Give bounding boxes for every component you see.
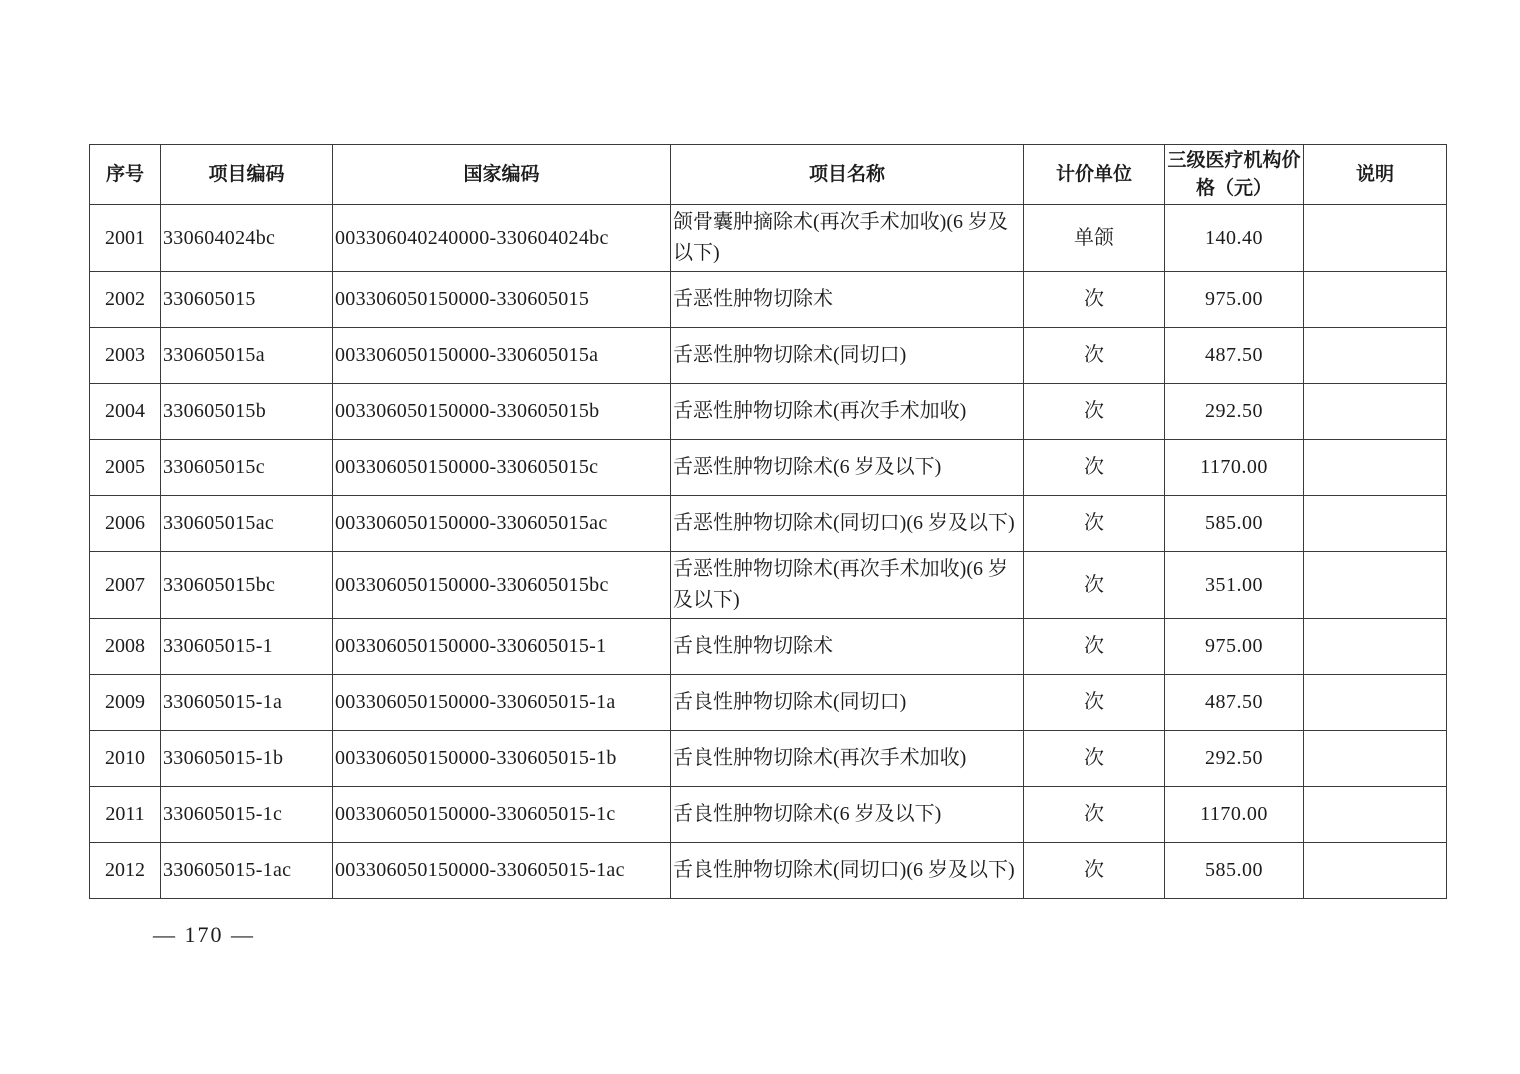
cell-unit: 次 [1024, 272, 1165, 328]
cell-item-name: 舌良性肿物切除术 [671, 619, 1024, 675]
cell-item-name: 舌良性肿物切除术(同切口)(6 岁及以下) [671, 843, 1024, 899]
cell-national-code: 003306050150000-330605015a [333, 328, 671, 384]
col-header-note: 说明 [1304, 145, 1447, 205]
cell-note [1304, 731, 1447, 787]
cell-seq: 2011 [90, 787, 161, 843]
cell-note [1304, 619, 1447, 675]
cell-seq: 2006 [90, 496, 161, 552]
cell-note [1304, 272, 1447, 328]
cell-national-code: 003306050150000-330605015c [333, 440, 671, 496]
table-row [90, 440, 1447, 496]
table-row [90, 731, 1447, 787]
cell-price: 1170.00 [1165, 787, 1304, 843]
cell-unit: 次 [1024, 675, 1165, 731]
cell-unit: 次 [1024, 619, 1165, 675]
cell-price: 487.50 [1165, 328, 1304, 384]
cell-seq: 2008 [90, 619, 161, 675]
cell-national-code: 003306040240000-330604024bc [333, 205, 671, 272]
table-row [90, 496, 1447, 552]
cell-price: 351.00 [1165, 552, 1304, 619]
cell-seq: 2010 [90, 731, 161, 787]
cell-price: 487.50 [1165, 675, 1304, 731]
cell-note [1304, 552, 1447, 619]
cell-seq: 2004 [90, 384, 161, 440]
cell-seq: 2007 [90, 552, 161, 619]
cell-unit: 次 [1024, 328, 1165, 384]
cell-national-code: 003306050150000-330605015-1c [333, 787, 671, 843]
cell-note [1304, 675, 1447, 731]
col-header-seq: 序号 [90, 145, 161, 205]
cell-item-code: 330605015-1 [161, 619, 333, 675]
page-number: — 170 — [153, 922, 255, 947]
cell-seq: 2001 [90, 205, 161, 272]
cell-seq: 2012 [90, 843, 161, 899]
cell-item-code: 330605015b [161, 384, 333, 440]
table-row [90, 272, 1447, 328]
cell-item-code: 330605015bc [161, 552, 333, 619]
cell-item-code: 330605015a [161, 328, 333, 384]
cell-national-code: 003306050150000-330605015b [333, 384, 671, 440]
table-row [90, 552, 1447, 619]
cell-item-name: 舌恶性肿物切除术(6 岁及以下) [671, 440, 1024, 496]
cell-unit: 单颌 [1024, 205, 1165, 272]
cell-item-code: 330605015-1ac [161, 843, 333, 899]
cell-item-name: 舌恶性肿物切除术 [671, 272, 1024, 328]
col-header-pricing-unit: 计价单位 [1024, 145, 1165, 205]
table-row [90, 205, 1447, 272]
cell-national-code: 003306050150000-330605015-1a [333, 675, 671, 731]
header-row [90, 145, 1447, 205]
cell-unit: 次 [1024, 496, 1165, 552]
cell-unit: 次 [1024, 552, 1165, 619]
cell-national-code: 003306050150000-330605015-1 [333, 619, 671, 675]
cell-item-name: 舌恶性肿物切除术(再次手术加收)(6 岁及以下) [671, 552, 1024, 619]
cell-note [1304, 205, 1447, 272]
cell-item-code: 330605015c [161, 440, 333, 496]
cell-item-name: 舌良性肿物切除术(再次手术加收) [671, 731, 1024, 787]
cell-item-name: 舌恶性肿物切除术(同切口)(6 岁及以下) [671, 496, 1024, 552]
cell-note [1304, 787, 1447, 843]
cell-national-code: 003306050150000-330605015ac [333, 496, 671, 552]
cell-item-name: 舌恶性肿物切除术(同切口) [671, 328, 1024, 384]
cell-note [1304, 328, 1447, 384]
col-header-item-code: 项目编码 [161, 145, 333, 205]
table-row [90, 675, 1447, 731]
cell-item-name: 舌良性肿物切除术(同切口) [671, 675, 1024, 731]
cell-unit: 次 [1024, 843, 1165, 899]
cell-price: 585.00 [1165, 843, 1304, 899]
cell-price: 975.00 [1165, 272, 1304, 328]
cell-note [1304, 496, 1447, 552]
cell-price: 292.50 [1165, 384, 1304, 440]
cell-unit: 次 [1024, 384, 1165, 440]
cell-note [1304, 384, 1447, 440]
table-row [90, 843, 1447, 899]
cell-seq: 2009 [90, 675, 161, 731]
cell-unit: 次 [1024, 440, 1165, 496]
cell-price: 585.00 [1165, 496, 1304, 552]
cell-national-code: 003306050150000-330605015 [333, 272, 671, 328]
cell-price: 975.00 [1165, 619, 1304, 675]
cell-unit: 次 [1024, 787, 1165, 843]
col-header-tier3-price: 三级医疗机构价格（元） [1165, 145, 1304, 205]
col-header-national-code: 国家编码 [333, 145, 671, 205]
cell-item-code: 330604024bc [161, 205, 333, 272]
cell-price: 292.50 [1165, 731, 1304, 787]
cell-item-code: 330605015-1a [161, 675, 333, 731]
cell-note [1304, 843, 1447, 899]
cell-seq: 2002 [90, 272, 161, 328]
cell-item-name: 舌良性肿物切除术(6 岁及以下) [671, 787, 1024, 843]
cell-item-name: 舌恶性肿物切除术(再次手术加收) [671, 384, 1024, 440]
cell-item-code: 330605015 [161, 272, 333, 328]
cell-seq: 2003 [90, 328, 161, 384]
table-row [90, 787, 1447, 843]
col-header-item-name: 项目名称 [671, 145, 1024, 205]
cell-seq: 2005 [90, 440, 161, 496]
cell-item-code: 330605015ac [161, 496, 333, 552]
cell-national-code: 003306050150000-330605015-1b [333, 731, 671, 787]
table-row [90, 328, 1447, 384]
cell-national-code: 003306050150000-330605015bc [333, 552, 671, 619]
cell-national-code: 003306050150000-330605015-1ac [333, 843, 671, 899]
table-row [90, 619, 1447, 675]
cell-item-code: 330605015-1b [161, 731, 333, 787]
cell-price: 140.40 [1165, 205, 1304, 272]
cell-price: 1170.00 [1165, 440, 1304, 496]
table-row [90, 384, 1447, 440]
price-table [89, 144, 1447, 899]
cell-item-code: 330605015-1c [161, 787, 333, 843]
cell-unit: 次 [1024, 731, 1165, 787]
cell-item-name: 颌骨囊肿摘除术(再次手术加收)(6 岁及以下) [671, 205, 1024, 272]
cell-note [1304, 440, 1447, 496]
